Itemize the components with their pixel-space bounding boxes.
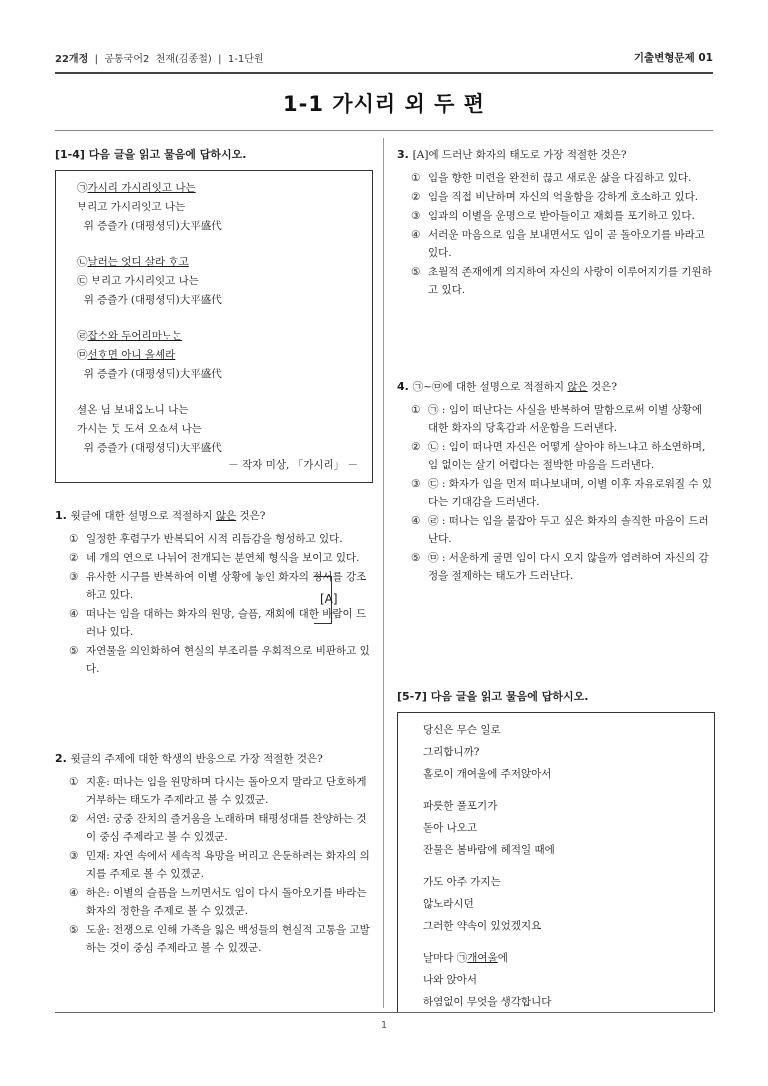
poem-line-text: 파릇한 풀포기가	[423, 800, 498, 812]
question-stem-text: 윗글의 주제에 대한 학생의 반응으로 가장 적절한 것은?	[70, 753, 323, 765]
option-text: ㉠ : 임이 떠난다는 사실을 반복하여 말함으로써 이별 상황에 대한 화자의 당혹감과 서운함을 드러낸다.	[428, 404, 703, 434]
option-text: 임과의 이별을 운명으로 받아들이고 재회를 포기하고 있다.	[428, 210, 695, 222]
poem-line	[423, 797, 497, 816]
option-marker: ④	[411, 515, 421, 527]
poem-line-text: 않노라시던	[423, 898, 474, 910]
poem-line	[423, 819, 477, 838]
header-doc-type: 기출변형문제 01	[633, 52, 713, 64]
question-number: 4.	[397, 380, 413, 393]
question-4	[397, 378, 715, 585]
answer-option	[397, 169, 715, 187]
answer-option	[397, 475, 715, 511]
poem-line	[77, 327, 182, 346]
poem-line	[77, 439, 222, 458]
poem-line-text: 에	[497, 952, 508, 964]
poem-line	[423, 993, 551, 1012]
option-marker: ②	[69, 813, 79, 825]
poem-line	[423, 743, 479, 762]
poem-line	[423, 841, 555, 860]
title-rule	[55, 130, 713, 131]
poem-line	[77, 291, 222, 310]
poem-line-text: 위 증즐가 (대평셩ᄃᆡ)大平盛代	[83, 294, 222, 306]
answer-option	[397, 226, 715, 262]
option-marker: ③	[69, 850, 79, 862]
poem-line-text: 위 증즐가 (대평셩ᄃᆡ)大平盛代	[83, 220, 222, 232]
section1-heading: [1-4] 다음 글을 읽고 물음에 답하시오.	[55, 148, 247, 161]
option-text: 지훈: 떠나는 임을 원망하며 다시는 돌아오지 말라고 단호하게 거부하는 태도가 주제라고 볼 수 있겠군.	[86, 776, 367, 806]
question-stem	[55, 750, 375, 768]
poem-line	[77, 198, 185, 217]
poem-line	[77, 401, 188, 420]
answer-option	[397, 549, 715, 585]
answer-option	[55, 568, 375, 604]
option-marker: ②	[411, 191, 421, 203]
option-marker: ⑤	[69, 645, 79, 657]
poem-line-lead	[77, 368, 84, 380]
poem-line	[423, 895, 474, 914]
poem-line-text: 하염없이 무엇을 생각합니다	[423, 996, 552, 1008]
question-number: 2.	[55, 752, 71, 765]
option-text: 임을 직접 비난하며 자신의 억울함을 강하게 호소하고 있다.	[428, 191, 699, 203]
poem-line-text: 나와 앉아서	[423, 974, 478, 986]
poem-underlined: 개여울	[467, 952, 498, 964]
option-marker: ②	[69, 552, 79, 564]
poem-line	[423, 917, 541, 936]
header-course: | 공통국어2 천재(김종철) | 1-1단원	[88, 54, 264, 65]
poem-line-lead	[77, 294, 84, 306]
header-course-info	[55, 50, 264, 65]
question-stem-tail: 것은?	[587, 381, 617, 393]
option-marker: ③	[411, 478, 421, 490]
option-text: ㉣ : 떠나는 임을 붙잡아 두고 싶은 화자의 솔직한 마음이 드러난다.	[428, 515, 709, 545]
option-text: 민재: 자연 속에서 세속적 욕망을 버리고 은둔하려는 화자의 의지를 주제로 볼 수 있겠군.	[86, 850, 370, 880]
poem-marker: ㉤	[77, 349, 88, 361]
option-text: 임을 향한 미련을 완전히 끊고 새로운 삶을 다짐하고 있다.	[428, 172, 692, 184]
header-curriculum: 22개정	[55, 54, 89, 65]
poem-line	[423, 949, 508, 968]
answer-option	[55, 530, 375, 548]
question-stem-emphasis: 않은	[567, 381, 588, 393]
answer-option	[55, 549, 375, 567]
poem-underlined: 날러는 엇디 살라 ᄒᆞ고	[87, 256, 189, 268]
answer-option	[55, 884, 375, 920]
poem-marker: ㉠	[456, 952, 468, 964]
section2-heading: [5-7] 다음 글을 읽고 물음에 답하시오.	[397, 690, 589, 703]
poem-line-text: 홀로이 개여울에 주저앉아서	[423, 768, 552, 780]
option-text: 초월적 존재에게 의지하여 자신의 사랑이 이루어지기를 기원하고 있다.	[428, 266, 712, 296]
poem-line-text: 위 증즐가 (대평셩ᄃᆡ)大平盛代	[83, 442, 222, 454]
poem-line-text: 위 증즐가 (대평셩ᄃᆡ)大平盛代	[83, 368, 222, 380]
option-marker: ①	[69, 533, 79, 545]
poem-line-lead	[77, 442, 84, 454]
option-text: 하은: 이별의 슬픔을 느끼면서도 임이 다시 돌아오기를 바라는 화자의 정한을 주제로 볼 수 있겠군.	[86, 887, 367, 917]
poem-marker: ㉠	[77, 182, 88, 194]
option-text: 유사한 시구를 반복하여 이별 상황에 놓인 화자의 정서를 강조하고 있다.	[86, 571, 367, 601]
poem-line	[77, 420, 202, 439]
poem-line	[423, 721, 501, 740]
poem-line	[77, 253, 189, 272]
poem-line-text: ᄇᆞ리고 가시리잇고 나는	[77, 201, 186, 213]
option-marker: ①	[69, 776, 79, 788]
question-stem-text: 윗글에 대한 설명으로 적절하지	[70, 510, 216, 522]
option-text: 서연: 궁중 잔치의 즐거움을 노래하며 태평성대를 찬양하는 것이 중심 주제라고 볼 수 있겠군.	[86, 813, 367, 843]
poem-line-text: 잔물은 봄바람에 헤적일 때에	[423, 844, 555, 856]
question-stem-text: [A]에 드러난 화자의 태도로 가장 적절한 것은?	[412, 149, 627, 161]
option-marker: ⑤	[411, 266, 421, 278]
poem-line	[77, 217, 222, 236]
poem-line	[77, 346, 175, 365]
option-marker: ④	[69, 887, 79, 899]
poem-line-text: 셜온 님 보내ᄋᆞᆸ노니 나는	[77, 404, 189, 416]
option-marker: ⑤	[411, 552, 421, 564]
question-stem	[397, 146, 715, 164]
answer-option	[55, 921, 375, 957]
column-divider	[383, 138, 384, 1008]
poem-underlined: 선ᄒᆞ면 아니 올셰라	[87, 349, 176, 361]
question-stem-text: ㉠~㉤에 대한 설명으로 적절하지	[412, 381, 568, 393]
option-marker: ①	[411, 404, 421, 416]
option-marker: ④	[411, 229, 421, 241]
option-marker: ①	[411, 172, 421, 184]
answer-option	[397, 188, 715, 206]
poem-line	[423, 873, 501, 892]
option-text: 일정한 후렴구가 반복되어 시적 리듬감을 형성하고 있다.	[86, 533, 343, 545]
question-3	[397, 146, 715, 299]
poem-line	[77, 272, 199, 291]
poem-line	[77, 365, 222, 384]
answer-option	[55, 773, 375, 809]
answer-option	[397, 401, 715, 437]
option-text: ㉢ : 화자가 임을 먼저 떠나보내며, 이별 이후 자유로워질 수 있다는 기대감을 드러낸다.	[428, 478, 713, 508]
page-header	[55, 50, 713, 72]
passage-box-2	[397, 712, 715, 1012]
option-text: ㉤ : 서운하게 굴면 임이 다시 오지 않을까 염려하여 자신의 감정을 절제하는 태도가 드러난다.	[428, 552, 709, 582]
poem-line-lead: 날마다	[423, 952, 457, 964]
poem-line-text: 가도 아주 가지는	[423, 876, 501, 888]
answer-option	[397, 207, 715, 225]
page-title: 1-1 가시리 외 두 편	[283, 92, 485, 116]
poem-line-lead	[77, 220, 84, 232]
passage-source: － 작자 미상, 「가시리」 －	[228, 459, 358, 471]
bracket-a-label: [A]	[320, 592, 338, 606]
answer-option	[55, 847, 375, 883]
option-text: 서러운 마음으로 임을 보내면서도 임이 곧 돌아오기를 바라고 있다.	[428, 229, 705, 259]
question-stem-tail: 것은?	[236, 510, 266, 522]
answer-option	[397, 512, 715, 548]
poem-marker: ㉡	[77, 256, 88, 268]
poem-line-text: 가시는 ᄃᆞᆺ 도셔 오쇼셔 나는	[77, 423, 202, 435]
answer-option	[55, 810, 375, 846]
option-text: 네 개의 연으로 나뉘어 전개되는 분연체 형식을 보이고 있다.	[86, 552, 360, 564]
poem-line-text: 당신은 무슨 일로	[423, 724, 501, 736]
question-2	[55, 750, 375, 957]
question-stem	[397, 378, 715, 396]
option-marker: ②	[411, 441, 421, 453]
poem-marker: ㉣	[77, 330, 88, 342]
answer-option	[397, 263, 715, 299]
option-marker: ③	[411, 210, 421, 222]
poem-line-text: 그리합니까?	[423, 746, 480, 758]
option-text: 도윤: 전쟁으로 인해 가족을 잃은 백성들의 현실적 고통을 고발하는 것이 중심 주제라고 볼 수 있겠군.	[86, 924, 370, 954]
option-marker: ⑤	[69, 924, 79, 936]
poem-line	[423, 971, 477, 990]
question-stem-emphasis: 않은	[215, 510, 237, 522]
question-stem	[55, 507, 375, 525]
question-number: 1.	[55, 509, 71, 522]
option-text: 자연물을 의인화하여 현실의 부조리를 우회적으로 비판하고 있다.	[86, 645, 370, 675]
answer-option	[55, 642, 375, 678]
footer-rule	[55, 1012, 713, 1013]
option-text: 떠나는 임을 대하는 화자의 원망, 슬픔, 재회에 대한 바람이 드러나 있다.	[86, 608, 367, 638]
page-number: 1	[380, 1020, 388, 1031]
poem-line	[423, 765, 551, 784]
option-text: ㉡ : 임이 떠나면 자신은 어떻게 살아야 하느냐고 하소연하며, 임 없이는 살기 어렵다는 절박한 마음을 드러낸다.	[428, 441, 706, 471]
answer-option	[55, 605, 375, 641]
header-rule	[55, 72, 713, 74]
option-marker: ④	[69, 608, 79, 620]
poem-line	[77, 179, 196, 198]
poem-underlined: 가시리 가시리잇고 나는	[87, 182, 196, 194]
poem-line-text: 돋아 나오고	[423, 822, 478, 834]
option-marker: ③	[69, 571, 79, 583]
answer-option	[397, 438, 715, 474]
poem-underlined: 잡ᄉᆞ와 두어리마ᄂᆞᄂᆞᆫ	[87, 330, 183, 342]
poem-line-text: 그러한 약속이 있었겠지요	[423, 920, 542, 932]
question-1	[55, 507, 375, 678]
poem-line-text: ᄇᆞ리고 가시리잇고 나는	[87, 275, 199, 287]
poem-marker: ㉢	[77, 275, 88, 287]
question-number: 3.	[397, 148, 413, 161]
